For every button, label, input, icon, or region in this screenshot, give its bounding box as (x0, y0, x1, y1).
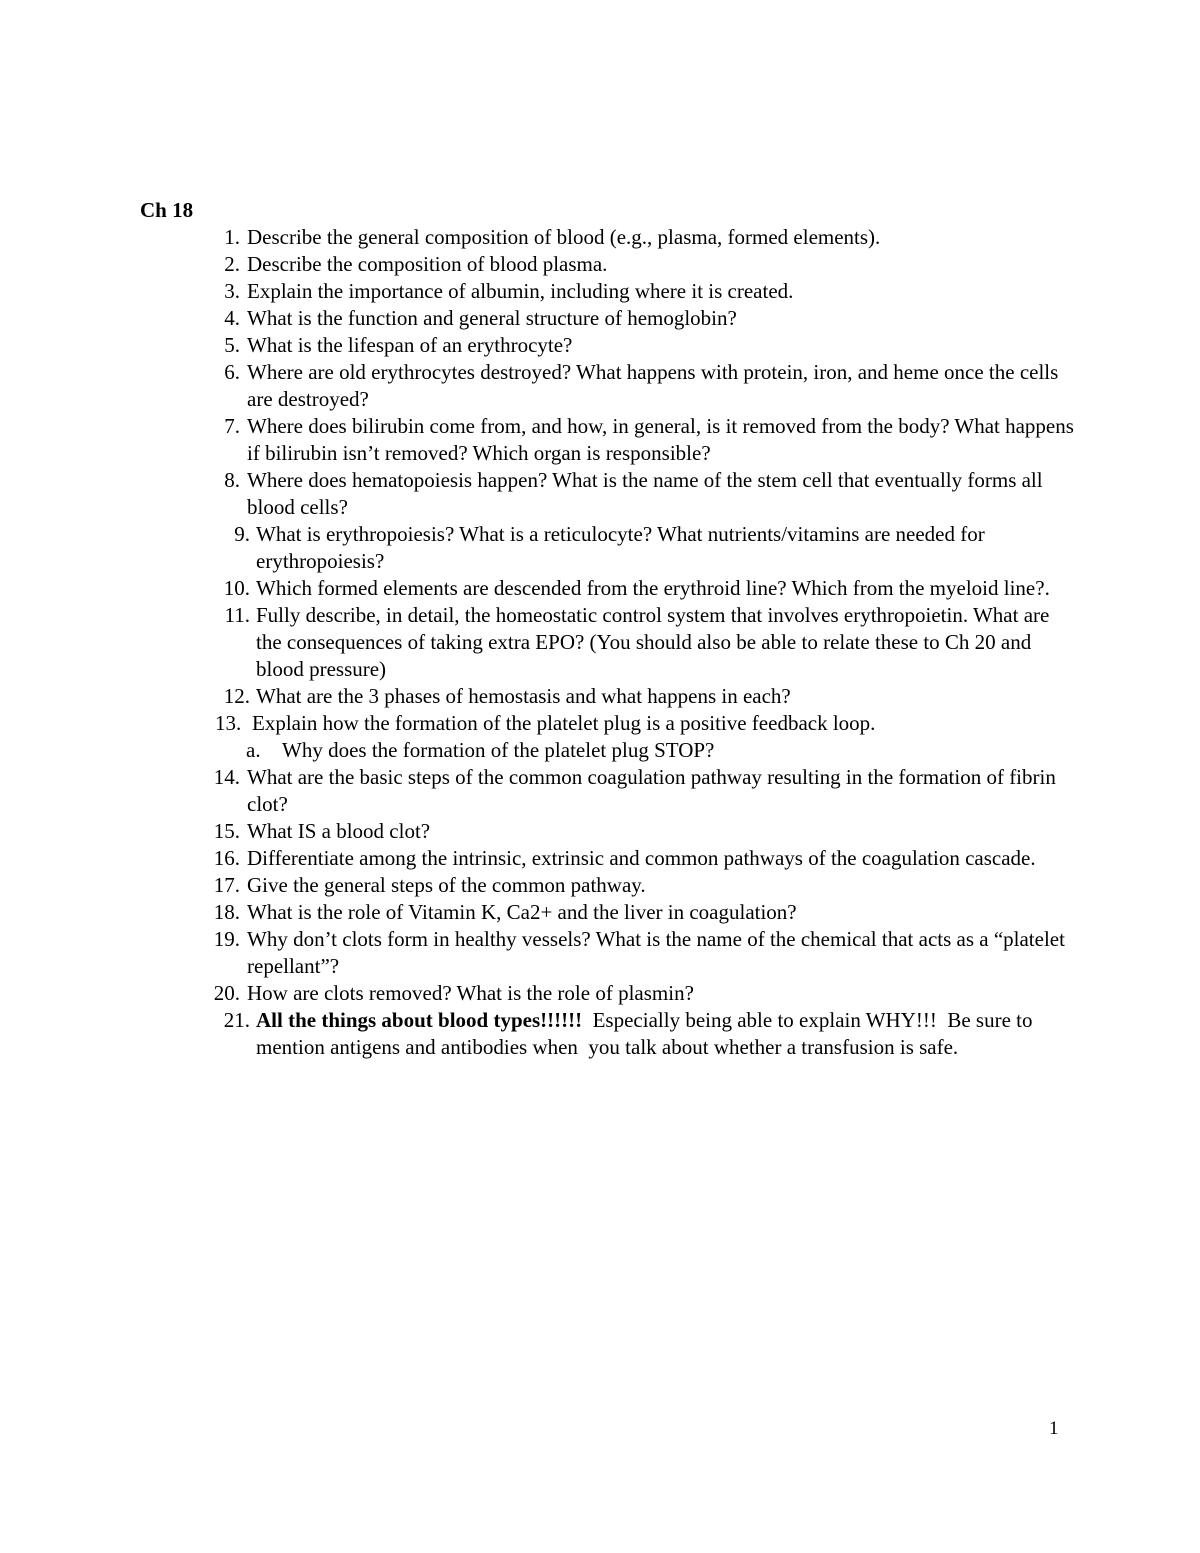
question-number: 21. (223, 1008, 250, 1032)
question-text: Where does hematopoiesis happen? What is the name of the stem cell that eventually forms all blood cells? (247, 468, 1043, 519)
question-item-17 (0, 872, 1077, 899)
question-text: Explain how the formation of the platelet plug is a positive feedback loop. (252, 711, 876, 735)
question-text: Describe the general composition of blood (e.g., plasma, formed elements). (247, 225, 881, 249)
question-number: 16. (213, 846, 240, 870)
question-item-13 (0, 710, 1062, 737)
question-text: Which formed elements are descended from the erythroid line? Which from the myeloid line?. (256, 576, 1050, 600)
question-number: 15. (213, 819, 240, 843)
question-number: 5. (224, 333, 240, 357)
subitem-text: Why does the formation of the platelet plug STOP? (282, 738, 715, 762)
question-text: How are clots removed? What is the role of plasmin? (247, 981, 694, 1005)
question-item-4 (0, 305, 1077, 332)
question-number: 4. (224, 306, 240, 330)
question-item-12 (0, 683, 1056, 710)
question-item-21 (0, 1007, 1056, 1061)
question-item-18 (0, 899, 1077, 926)
question-item-5 (0, 332, 1077, 359)
question-item-6 (0, 359, 1077, 413)
question-list (0, 224, 1200, 1061)
question-item-7 (0, 413, 1077, 467)
question-number: 8. (224, 468, 240, 492)
question-number: 11. (224, 603, 250, 627)
question-emphasis: All the things about blood types!!!!!! (256, 1008, 583, 1032)
question-13-subitem-a (0, 737, 1082, 764)
question-text: Where does bilirubin come from, and how, in general, is it removed from the body? What happens if bilirubin isn’t removed? Which organ is responsible? (247, 414, 1074, 465)
question-number: 12. (223, 684, 250, 708)
question-text: Fully describe, in detail, the homeostatic control system that involves erythropoietin. What are the consequences of taking extra EPO? (You should also be able to relate these to Ch 20 and blood pressure) (256, 603, 1050, 681)
question-text: Describe the composition of blood plasma. (247, 252, 608, 276)
question-text: What are the 3 phases of hemostasis and what happens in each? (256, 684, 791, 708)
question-text: What IS a blood clot? (247, 819, 431, 843)
question-item-3 (0, 278, 1077, 305)
question-item-9 (0, 521, 1056, 575)
question-number: 18. (213, 900, 240, 924)
question-text: What is the function and general structure of hemoglobin? (247, 306, 737, 330)
question-number: 3. (224, 279, 240, 303)
question-item-11 (0, 602, 1056, 683)
question-text: What are the basic steps of the common coagulation pathway resulting in the formation of fibrin clot? (247, 765, 1056, 816)
question-text: What is the role of Vitamin K, Ca2+ and the liver in coagulation? (247, 900, 797, 924)
question-number: 13. (215, 711, 242, 735)
question-text: Explain the importance of albumin, including where it is created. (247, 279, 794, 303)
question-number: 17. (213, 873, 240, 897)
question-item-2 (0, 251, 1077, 278)
question-number: 1. (224, 225, 240, 249)
question-text: Give the general steps of the common pathway. (247, 873, 646, 897)
question-item-14 (0, 764, 1077, 818)
page-number: 1 (1049, 1418, 1059, 1439)
question-text: Where are old erythrocytes destroyed? What happens with protein, iron, and heme once the cells are destroyed? (247, 360, 1059, 411)
question-number: 9. (234, 522, 250, 546)
question-item-1 (0, 224, 1077, 251)
question-item-8 (0, 467, 1077, 521)
subitem-letter: a. (246, 738, 261, 762)
question-number: 7. (224, 414, 240, 438)
question-number: 20. (213, 981, 240, 1005)
question-item-20 (0, 980, 1077, 1007)
question-text: Especially being able to explain WHY!!! Be sure to mention antigens and antibodies when you talk about whether a transfusion is safe. (256, 1008, 1038, 1059)
question-item-16 (0, 845, 1077, 872)
question-item-10 (0, 575, 1056, 602)
question-item-19 (0, 926, 1077, 980)
question-number: 2. (224, 252, 240, 276)
chapter-heading: Ch 18 (140, 198, 194, 222)
question-number: 6. (224, 360, 240, 384)
question-number: 10. (223, 576, 250, 600)
question-text: What is the lifespan of an erythrocyte? (247, 333, 573, 357)
question-text: Differentiate among the intrinsic, extrinsic and common pathways of the coagulation cascade. (247, 846, 1036, 870)
question-number: 19. (213, 927, 240, 951)
question-text: Why don’t clots form in healthy vessels? What is the name of the chemical that acts as a “platelet repellant”? (247, 927, 1065, 978)
question-text: What is erythropoiesis? What is a reticulocyte? What nutrients/vitamins are needed for erythropoiesis? (256, 522, 985, 573)
question-item-15 (0, 818, 1077, 845)
question-number: 14. (213, 765, 240, 789)
